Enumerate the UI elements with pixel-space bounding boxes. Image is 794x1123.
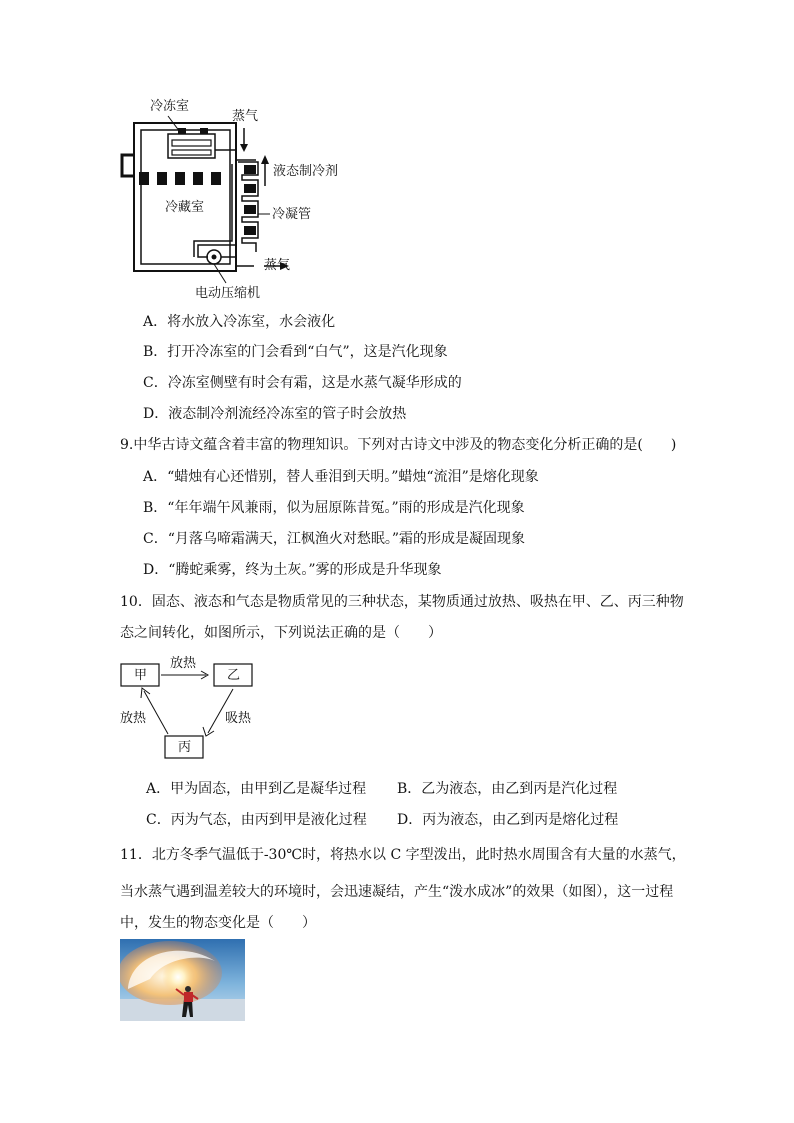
q11-stem-line3: 中，发生的物态变化是（ ）	[120, 915, 316, 931]
label-compressor: 电动压缩机	[195, 286, 261, 301]
photo-water-to-ice-image	[120, 939, 245, 1021]
q9-option-a: A．“蜡烛有心还惜别，替人垂泪到天明。”蜡烛“流泪”是熔化现象	[143, 469, 539, 485]
label-arrow-yi-bing: 吸热	[225, 711, 252, 726]
label-arrow-jia-yi: 放热	[170, 656, 197, 671]
q10-option-d: D．丙为液态，由乙到丙是熔化过程	[397, 812, 619, 828]
q9-option-b: B．“年年端午风兼雨，似为屈原陈昔冤。”雨的形成是汽化现象	[143, 500, 525, 516]
photo-water-to-ice	[120, 939, 245, 1021]
label-steam-bottom: 蒸气	[264, 258, 291, 273]
q8-option-d: D．液态制冷剂流经冷冻室的管子时会放热	[143, 406, 407, 422]
q9-option-d: D．“腾蛇乘雾，终为土灰。”雾的形成是升华现象	[143, 562, 442, 578]
q10-stem-line2: 态之间转化，如图所示，下列说法正确的是（ ）	[120, 625, 442, 641]
q9-stem: 9.中华古诗文蕴含着丰富的物理知识。下列对古诗文中涉及的物态变化分析正确的是( )	[120, 437, 677, 453]
box-jia-label: 甲	[134, 668, 148, 683]
label-freezer: 冷冻室	[150, 99, 190, 114]
q10-option-a: A．甲为固态，由甲到乙是凝华过程	[146, 781, 367, 797]
box-bing-label: 丙	[178, 740, 192, 755]
label-steam-top: 蒸气	[232, 109, 259, 124]
q11-stem-line2: 当水蒸气遇到温差较大的环境时，会迅速凝结，产生“泼水成冰”的效果（如图），这一过程	[120, 884, 674, 900]
label-arrow-bing-jia: 放热	[120, 711, 147, 726]
q9-option-c: C．“月落乌啼霜满天，江枫渔火对愁眠。”霜的形成是凝固现象	[143, 531, 526, 547]
box-yi-label: 乙	[227, 668, 241, 683]
q8-option-b: B．打开冷冻室的门会看到“白气”，这是汽化现象	[143, 344, 448, 360]
q8-option-c: C．冷冻室侧壁有时会有霜，这是水蒸气凝华形成的	[143, 375, 462, 391]
q11-stem-line1: 11．北方冬季气温低于-30℃时，将热水以 C 字型泼出，此时热水周围含有大量的水蒸气，	[120, 847, 686, 863]
label-condenser: 冷凝管	[272, 207, 312, 222]
q10-option-c: C．丙为气态，由丙到甲是液化过程	[146, 812, 367, 828]
label-liquid-refrigerant: 液态制冷剂	[273, 164, 339, 179]
q10-option-b: B．乙为液态，由乙到丙是汽化过程	[397, 781, 618, 797]
label-cold-storage: 冷藏室	[165, 200, 205, 215]
q8-option-a: A．将水放入冷冻室，水会液化	[143, 314, 336, 330]
q10-stem-line1: 10．固态、液态和气态是物质常见的三种状态，某物质通过放热、吸热在甲、乙、丙三种物	[120, 594, 684, 610]
arrow-bing-to-jia	[144, 691, 168, 734]
